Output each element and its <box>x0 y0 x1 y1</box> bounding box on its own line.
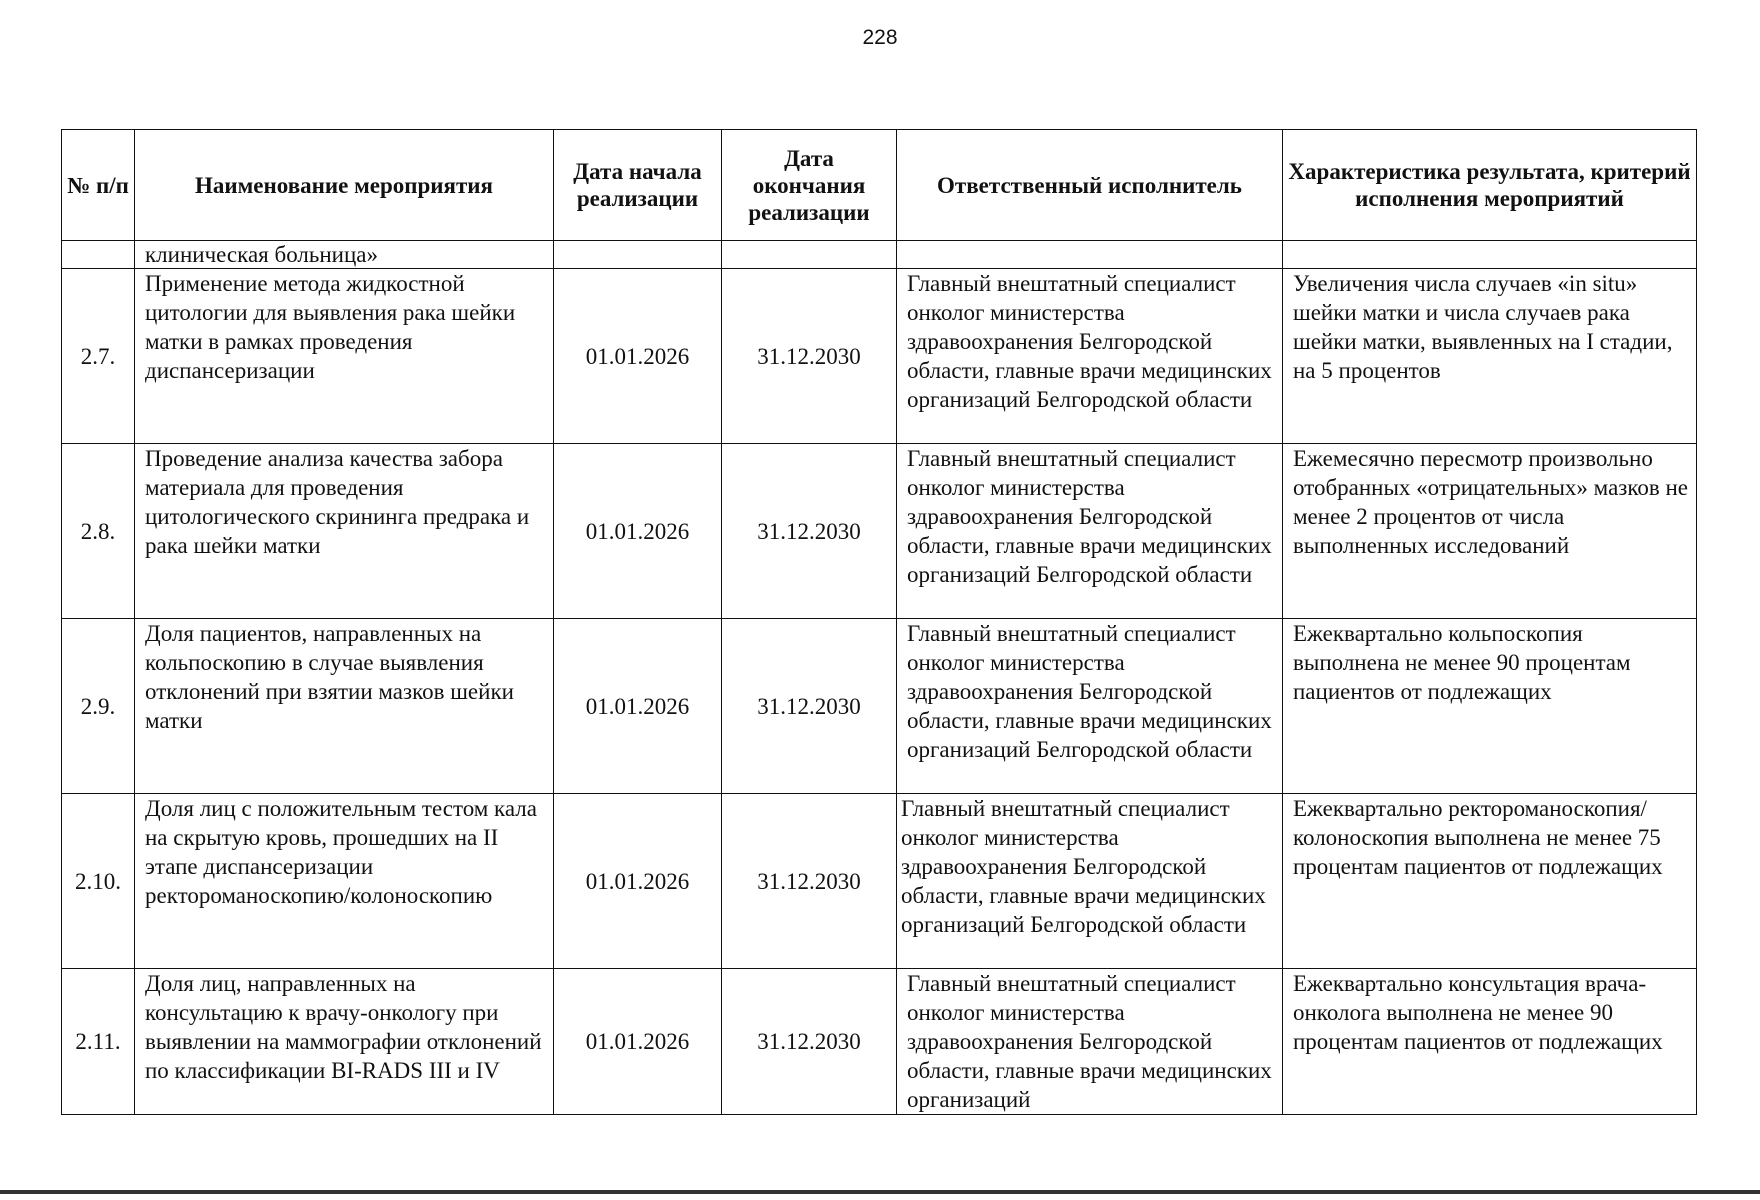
cell-name: Проведение анализа качества забора материала для проведения цитологического скрининга предрака и рака шейки матки <box>135 444 554 619</box>
header-row <box>62 130 1697 241</box>
continuation-row <box>62 241 1697 269</box>
cell-name: Доля лиц с положительным тестом кала на скрытую кровь, прошедших на II этапе диспансеризации ректороманоскопию/колоноскопию <box>135 794 554 969</box>
cell-start-date: 01.01.2026 <box>554 794 722 969</box>
table-row <box>62 619 1697 794</box>
header-name: Наименование мероприятия <box>135 130 554 241</box>
cell-name: Применение метода жидкостной цитологии для выявления рака шейки матки в рамках проведения диспансеризации <box>135 269 554 444</box>
header-num: № п/п <box>62 130 135 241</box>
cell-responsible: Главный внештатный специалист онколог министерства здравоохранения Белгородской области, главные врачи медицинских организаций Белгородской области <box>897 619 1283 794</box>
cell-end-date: 31.12.2030 <box>722 794 897 969</box>
table-row <box>62 444 1697 619</box>
cell-responsible <box>897 241 1283 269</box>
cell-result: Ежеквартально консультация врача-онколога выполнена не менее 90 процентам пациентов от подлежащих <box>1283 969 1697 1115</box>
cell-num: 2.8. <box>62 444 135 619</box>
cell-num: 2.10. <box>62 794 135 969</box>
table-row <box>62 269 1697 444</box>
header-end-date: Дата окончания реализации <box>722 130 897 241</box>
cell-num: 2.11. <box>62 969 135 1115</box>
cell-result: Ежеквартально ректороманоскопия/колоноскопия выполнена не менее 75 процентам пациентов от подлежащих <box>1283 794 1697 969</box>
cell-end-date: 31.12.2030 <box>722 269 897 444</box>
cell-start-date: 01.01.2026 <box>554 969 722 1115</box>
header-result: Характеристика результата, критерий исполнения мероприятий <box>1283 130 1697 241</box>
cell-result: Ежемесячно пересмотр произвольно отобранных «отрицательных» мазков не менее 2 процентов от числа выполненных исследований <box>1283 444 1697 619</box>
cell-responsible: Главный внештатный специалист онколог министерства здравоохранения Белгородской области, главные врачи медицинских организаций Белгородской области <box>897 444 1283 619</box>
cell-num <box>62 241 135 269</box>
cell-responsible: Главный внештатный специалист онколог министерства здравоохранения Белгородской области, главные врачи медицинских организаций <box>897 969 1283 1115</box>
page-number: 228 <box>862 26 898 49</box>
cell-result: Увеличения числа случаев «in situ» шейки матки и числа случаев рака шейки матки, выявленных на I стадии, на 5 процентов <box>1283 269 1697 444</box>
cell-responsible: Главный внештатный специалист онколог министерства здравоохранения Белгородской области, главные врачи медицинских организаций Белгородской области <box>897 794 1283 969</box>
cell-name: Доля пациентов, направленных на кольпоскопию в случае выявления отклонений при взятии мазков шейки матки <box>135 619 554 794</box>
cell-start-date: 01.01.2026 <box>554 444 722 619</box>
cell-end-date: 31.12.2030 <box>722 969 897 1115</box>
bottom-scan-edge <box>0 1190 1760 1194</box>
table-row <box>62 794 1697 969</box>
cell-name: Доля лиц, направленных на консультацию к врачу-онкологу при выявлении на маммографии отклонений по классификации BI-RADS III и IV <box>135 969 554 1115</box>
header-start-date: Дата начала реализации <box>554 130 722 241</box>
cell-name: клиническая больница» <box>135 241 554 269</box>
cell-num: 2.9. <box>62 619 135 794</box>
cell-result: Ежеквартально кольпоскопия выполнена не менее 90 процентам пациентов от подлежащих <box>1283 619 1697 794</box>
header-responsible: Ответственный исполнитель <box>897 130 1283 241</box>
cell-start-date: 01.01.2026 <box>554 269 722 444</box>
cell-start-date: 01.01.2026 <box>554 619 722 794</box>
cell-responsible: Главный внештатный специалист онколог министерства здравоохранения Белгородской области, главные врачи медицинских организаций Белгородской области <box>897 269 1283 444</box>
events-table <box>61 129 1697 1115</box>
cell-end <box>722 241 897 269</box>
cell-result <box>1283 241 1697 269</box>
cell-end-date: 31.12.2030 <box>722 444 897 619</box>
cell-start <box>554 241 722 269</box>
cell-end-date: 31.12.2030 <box>722 619 897 794</box>
cell-num: 2.7. <box>62 269 135 444</box>
table-row <box>62 969 1697 1115</box>
